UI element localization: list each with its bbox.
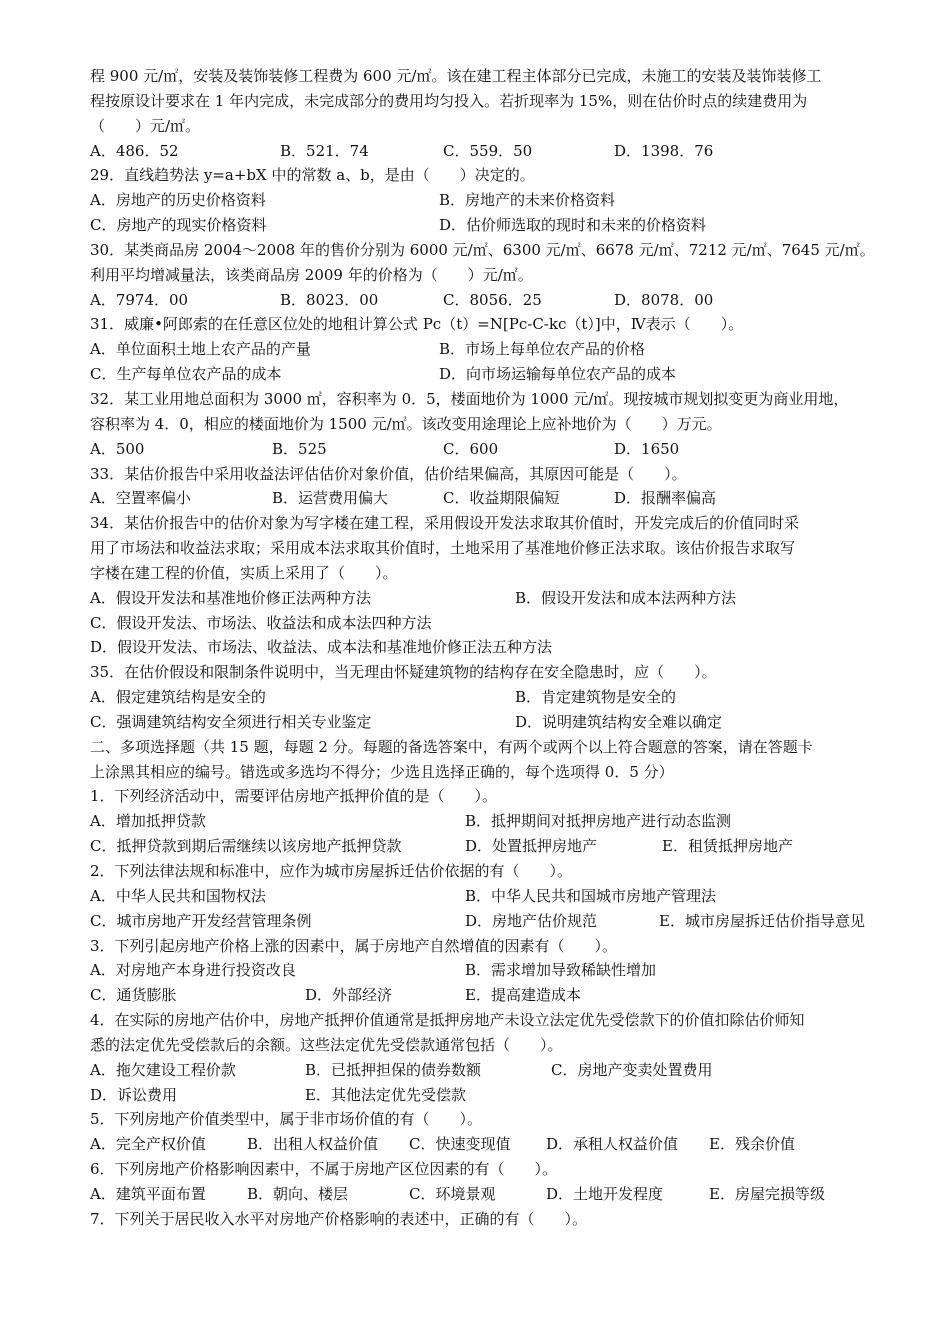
- option-c: C．生产每单位农产品的成本: [90, 365, 282, 384]
- question-29-options-row-2: [90, 213, 890, 238]
- question-28-stem-line-3: （ ）元/㎡。: [90, 116, 201, 135]
- option-a: A．房地产的历史价格资料: [90, 191, 266, 210]
- option-b: B．肯定建筑物是安全的: [515, 688, 677, 707]
- multi-question-4-stem-line-1: 4．在实际的房地产估价中，房地产抵押价值通常是抵押房地产未设立法定优先受偿款下的价值扣除估价师知: [90, 1011, 805, 1030]
- option-d: D．8078．00: [614, 290, 714, 309]
- multi-question-4-options-row-2: [90, 1083, 890, 1108]
- question-31-options-row-1: [90, 337, 890, 362]
- question-32-options: [90, 437, 890, 462]
- option-e: E．租赁抵押房地产: [662, 837, 793, 856]
- multi-question-2-stem: 2．下列法律法规和标准中，应作为城市房屋拆迁估价依据的有（ ）。: [90, 862, 573, 880]
- section-2-heading-line-1: 二、多项选择题（共 15 题，每题 2 分。每题的备选答案中，有两个或两个以上符合题意的答案，请在答题卡: [90, 737, 813, 756]
- option-a: A．假定建筑结构是安全的: [90, 688, 266, 707]
- option-d: D．说明建筑结构安全难以确定: [515, 712, 723, 731]
- option-b: B．中华人民共和国城市房地产管理法: [465, 886, 717, 905]
- option-e: E．残余价值: [709, 1135, 795, 1154]
- option-b: B．出租人权益价值: [247, 1135, 379, 1154]
- option-a: A．单位面积土地上农产品的产量: [90, 340, 311, 359]
- option-a: A．建筑平面布置: [90, 1184, 206, 1203]
- multi-question-3-stem: 3．下列引起房地产价格上涨的因素中，属于房地产自然增值的因素有（ ）。: [90, 936, 618, 955]
- option-e: E．城市房屋拆迁估价指导意见: [659, 911, 865, 930]
- option-e: E．房屋完损等级: [709, 1184, 825, 1203]
- option-c: C．房地产变卖处置费用: [551, 1060, 713, 1079]
- question-35-stem: 35．在估价假设和限制条件说明中，当无理由怀疑建筑物的结构存在安全隐患时，应（ ）。: [90, 663, 717, 682]
- option-b: B．抵押期间对抵押房地产进行动态监测: [465, 812, 732, 831]
- multi-question-3-options-row-2: [90, 983, 890, 1008]
- question-32-stem-line-2: 容积率为 4．0，相应的楼面地价为 1500 元/㎡。该改变用途理论上应补地价为（ ）万元。: [90, 414, 722, 433]
- option-a: A．拖欠建设工程价款: [90, 1060, 236, 1079]
- option-b: B．运营费用偏大: [272, 489, 389, 508]
- option-c: C．559．50: [443, 141, 533, 160]
- option-c: C．快速变现值: [409, 1135, 511, 1154]
- option-b: B．假设开发法和成本法两种方法: [515, 588, 737, 607]
- option-c: C．房地产的现实价格资料: [90, 216, 267, 235]
- option-c: C．抵押贷款到期后需继续以该房地产抵押贷款: [90, 837, 402, 856]
- multi-question-1-options-row-1: [90, 809, 890, 834]
- option-d: D．报酬率偏高: [614, 489, 717, 508]
- section-2-heading-line-2: 上涂黑其相应的编号。错选或多选均不得分；少选且选择正确的，每个选项得 0．5 分）: [90, 762, 674, 781]
- option-a: A．486．52: [90, 141, 179, 160]
- option-b: B．已抵押担保的债券数额: [305, 1060, 482, 1079]
- multi-question-6-stem: 6．下列房地产价格影响因素中，不属于房地产区位因素的有（ ）。: [90, 1160, 558, 1179]
- option-d: D．1398．76: [614, 141, 714, 160]
- question-30-stem-line-2: 利用平均增减量法，该类商品房 2009 年的价格为（ ）元/㎡。: [90, 265, 533, 284]
- option-d: D．外部经济: [305, 986, 393, 1005]
- multi-question-7-stem: 7．下列关于居民收入水平对房地产价格影响的表述中，正确的有（ ）。: [90, 1209, 588, 1228]
- question-34-stem-line-2: 用了市场法和收益法求取；采用成本法求取其价值时，土地采用了基准地价修正法求取。该估价报告求取写: [90, 539, 796, 558]
- option-b: B．朝向、楼层: [247, 1184, 349, 1203]
- option-a: A．中华人民共和国物权法: [90, 886, 266, 905]
- question-30-stem-line-1: 30．某类商品房 2004～2008 年的售价分别为 6000 元/㎡、6300 元/㎡、6678 元/㎡、7212 元/㎡、7645 元/㎡。: [90, 240, 875, 259]
- question-28-stem-line-1: 程 900 元/㎡，安装及装饰装修工程费为 600 元/㎡。该在建工程主体部分已完成，未施工的安装及装饰装修工: [90, 67, 822, 85]
- option-c: C．通货膨胀: [90, 986, 177, 1005]
- option-c: C．城市房地产开发经营管理条例: [90, 911, 312, 930]
- multi-question-3-options-row-1: [90, 958, 890, 983]
- option-c: C．收益期限偏短: [443, 489, 560, 508]
- option-d: D．1650: [614, 439, 680, 458]
- question-32-stem-line-1: 32．某工业用地总面积为 3000 ㎡，容积率为 0．5，楼面地价为 1000 元/㎡。现按城市规划拟变更为商业用地，: [90, 389, 849, 408]
- question-33-stem: 33．某估价报告中采用收益法评估估价对象价值，估价结果偏高，其原因可能是（ ）。: [90, 464, 687, 483]
- question-30-options: [90, 288, 890, 313]
- question-28-stem-line-2: 程按原设计要求在 1 年内完成，未完成部分的费用均匀投入。若折现率为 15%，则在估价时点的续建费用为: [90, 91, 808, 110]
- option-d: D．估价师选取的现时和未来的价格资料: [439, 216, 707, 235]
- question-31-options-row-2: [90, 362, 890, 387]
- option-a: A．空置率偏小: [90, 489, 191, 508]
- option-d: D．房地产估价规范: [465, 911, 598, 930]
- question-34-stem-line-3: 字楼在建工程的价值，实质上采用了（ ）。: [90, 563, 398, 582]
- option-b: B．需求增加导致稀缺性增加: [465, 961, 657, 980]
- option-a: A．完全产权价值: [90, 1135, 206, 1154]
- question-28-options: [90, 139, 890, 164]
- option-c: C．8056．25: [443, 290, 542, 309]
- option-a: A．500: [90, 439, 145, 458]
- option-d: D．诉讼费用: [90, 1085, 178, 1104]
- question-34-options-row-1: [90, 586, 890, 611]
- multi-question-5-stem: 5．下列房地产价值类型中，属于非市场价值的有（ ）。: [90, 1110, 483, 1129]
- question-31-stem: 31．威廉•阿郎索的在任意区位处的地租计算公式 Pc（t）=N[Pc-C-kc（t）]中，Ⅳ表示（ ）。: [90, 315, 744, 334]
- question-29-stem: 29．直线趋势法 y=a+bX 中的常数 a、b，是由（ ）决定的。: [90, 166, 535, 185]
- option-e: E．提高建造成本: [465, 986, 581, 1005]
- question-34-option-c: C．假设开发法、市场法、收益法和成本法四种方法: [90, 613, 432, 632]
- multi-question-2-options-row-1: [90, 884, 890, 909]
- option-e: E．其他法定优先受偿款: [305, 1085, 466, 1104]
- option-d: D．土地开发程度: [546, 1184, 664, 1203]
- multi-question-5-options: [90, 1132, 890, 1157]
- question-35-options-row-2: [90, 710, 890, 735]
- multi-question-6-options: [90, 1182, 890, 1207]
- option-d: D．向市场运输每单位农产品的成本: [439, 365, 677, 384]
- option-d: D．处置抵押房地产: [465, 837, 598, 856]
- multi-question-2-options-row-2: [90, 909, 890, 934]
- option-b: B．8023．00: [280, 290, 379, 309]
- option-b: B．市场上每单位农产品的价格: [439, 340, 646, 359]
- question-34-stem-line-1: 34．某估价报告中的估价对象为写字楼在建工程，采用假设开发法求取其价值时，开发完成后的价值同时采: [90, 514, 800, 533]
- option-c: C．600: [443, 439, 499, 458]
- multi-question-1-options-row-2: [90, 834, 890, 859]
- multi-question-1-stem: 1．下列经济活动中，需要评估房地产抵押价值的是（ ）。: [90, 787, 498, 806]
- option-b: B．525: [272, 439, 327, 458]
- option-c: C．强调建筑结构安全须进行相关专业鉴定: [90, 712, 372, 731]
- question-35-options-row-1: [90, 685, 890, 710]
- option-b: B．521．74: [280, 141, 369, 160]
- option-a: A．假设开发法和基准地价修正法两种方法: [90, 588, 371, 607]
- question-29-options-row-1: [90, 188, 890, 213]
- option-a: A．对房地产本身进行投资改良: [90, 961, 296, 980]
- question-34-option-d: D．假设开发法、市场法、收益法、成本法和基准地价修正法五种方法: [90, 638, 553, 657]
- multi-question-4-stem-line-2: 悉的法定优先受偿款后的余额。这些法定优先受偿款通常包括（ ）。: [90, 1035, 563, 1054]
- multi-question-4-options-row-1: [90, 1058, 890, 1083]
- option-a: A．7974．00: [90, 290, 189, 309]
- question-33-options: [90, 486, 890, 511]
- option-a: A．增加抵押贷款: [90, 812, 206, 831]
- option-d: D．承租人权益价值: [546, 1135, 679, 1154]
- option-c: C．环境景观: [409, 1184, 496, 1203]
- option-b: B．房地产的未来价格资料: [439, 191, 616, 210]
